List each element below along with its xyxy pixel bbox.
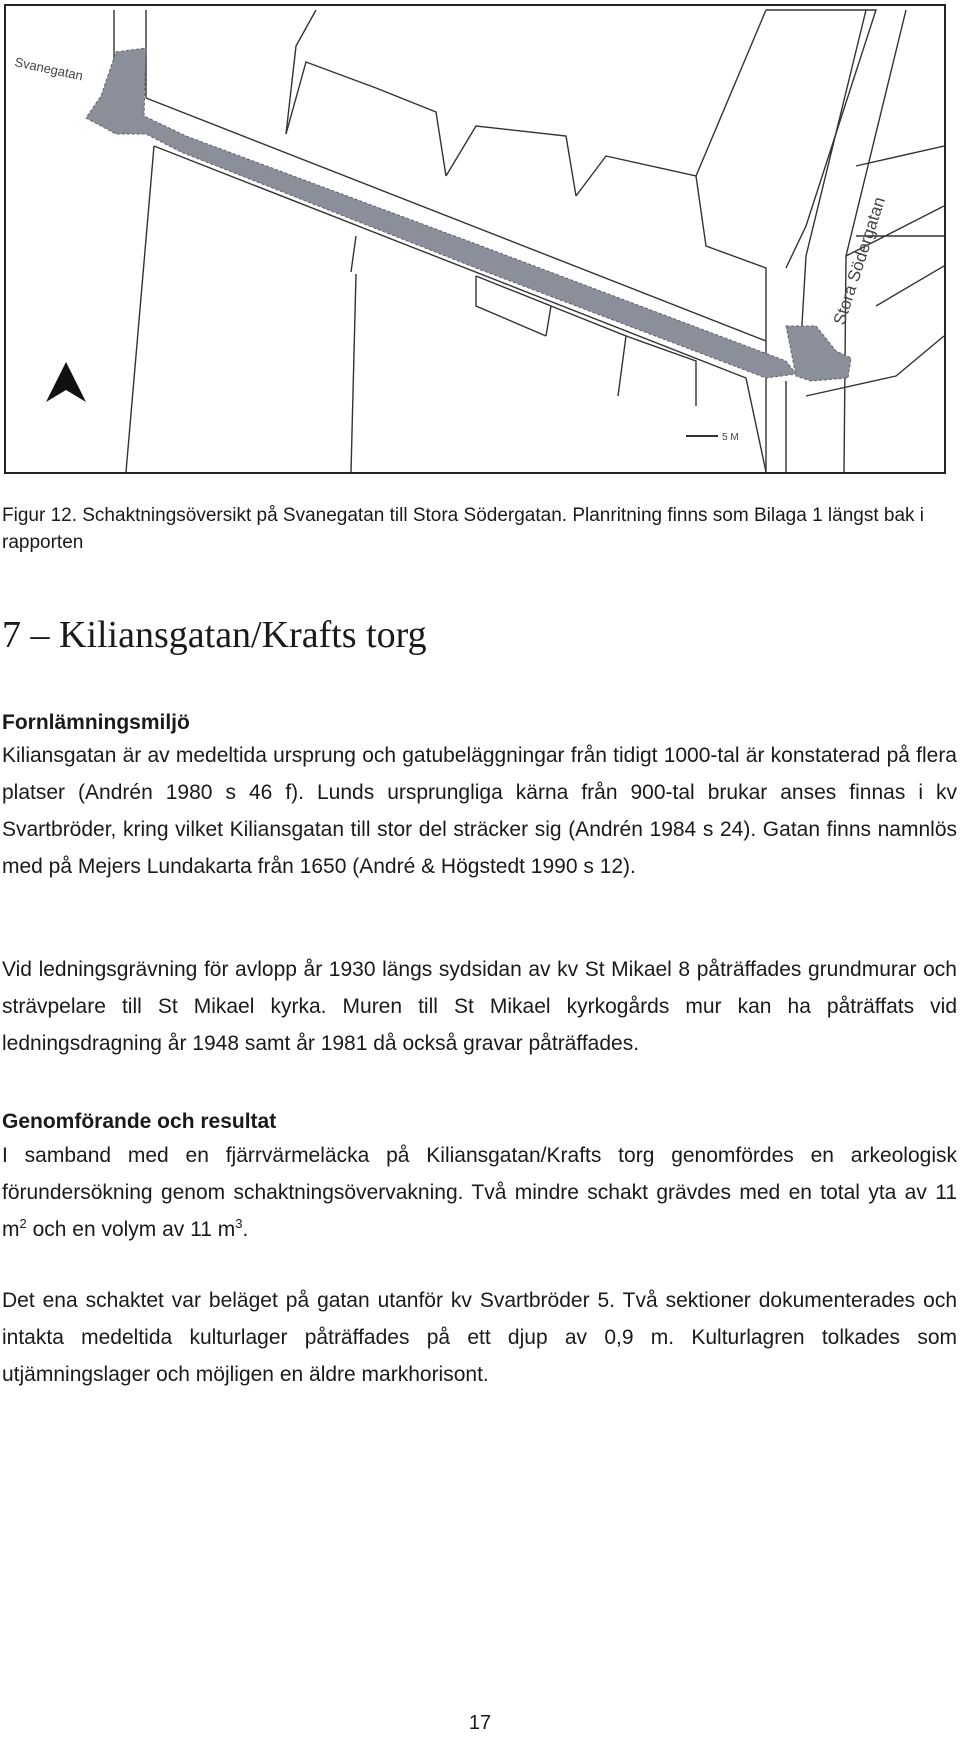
- page-number: 17: [468, 1712, 492, 1734]
- paragraph: Det ena schaktet var beläget på gatan utanför kv Svartbröder 5. Två sektioner dokumenterades och intakta medeltida kulturlager påträffades på ett djup av 0,9 m. Kulturlagren tolkades som utjämningslager och möjligen en äldre markhorisont.: [2, 1289, 957, 1386]
- paragraph-text: I samband med en fjärrvärmeläcka på Kiliansgatan/Krafts torg genomfördes en arkeologisk förundersökning genom schaktningsövervakning. Två mindre schakt grävdes med en total yta av 11 m: [2, 1144, 957, 1241]
- subheading-genomforande: Genomförande och resultat: [2, 1110, 277, 1133]
- street-edge: [154, 146, 746, 378]
- subheading-fornlamningsmiljo: Fornlämningsmiljö: [2, 711, 190, 734]
- section-heading: 7 – Kiliansgatan/Krafts torg: [2, 614, 427, 656]
- figure-caption: Figur 12. Schaktningsöversikt på Svanegatan till Stora Södergatan. Planritning finns som Bilaga 1 längst bak i rapporten: [2, 505, 925, 553]
- paragraph-text: .: [242, 1218, 249, 1241]
- paragraph: Vid ledningsgrävning för avlopp år 1930 längs sydsidan av kv St Mikael 8 påträffades grundmurar och strävpelare till St Mikael kyrka. Muren till St Mikael kyrkogårds mur kan ha påträffats vid ledningsdragning år 1948 samt år 1981 då också gravar påträffades.: [2, 958, 957, 1055]
- street-label-stora-sodergatan: Stora Södergatan: [829, 194, 889, 328]
- area-superscript: 2: [19, 1216, 27, 1231]
- volume-superscript: 3: [235, 1216, 243, 1231]
- north-arrow-icon: [46, 362, 86, 402]
- street-label-svanegatan: Svanegatan: [13, 54, 85, 84]
- excavation-trench-east: [786, 326, 851, 381]
- street-edge: [146, 98, 766, 341]
- site-map: [4, 4, 946, 474]
- paragraph: Kiliansgatan är av medeltida ursprung och gatubeläggningar från tidigt 1000-tal är konstaterad på flera platser (Andrén 1980 s 46 f). Lunds ursprungliga kärna från 900-tal brukar anses finnas i kv Svartbröder, kring vilket Kiliansgatan till stor del sträcker sig (Andrén 1984 s 24). Gatan finns namnlös med på Mejers Lundakarta från 1650 (André & Högstedt 1990 s 12).: [2, 744, 957, 878]
- paragraph: [2, 1137, 957, 1248]
- map-drawing: [6, 6, 944, 472]
- scale-label: 5 M: [722, 432, 739, 443]
- paragraph-text: och en volym av 11 m: [26, 1218, 236, 1241]
